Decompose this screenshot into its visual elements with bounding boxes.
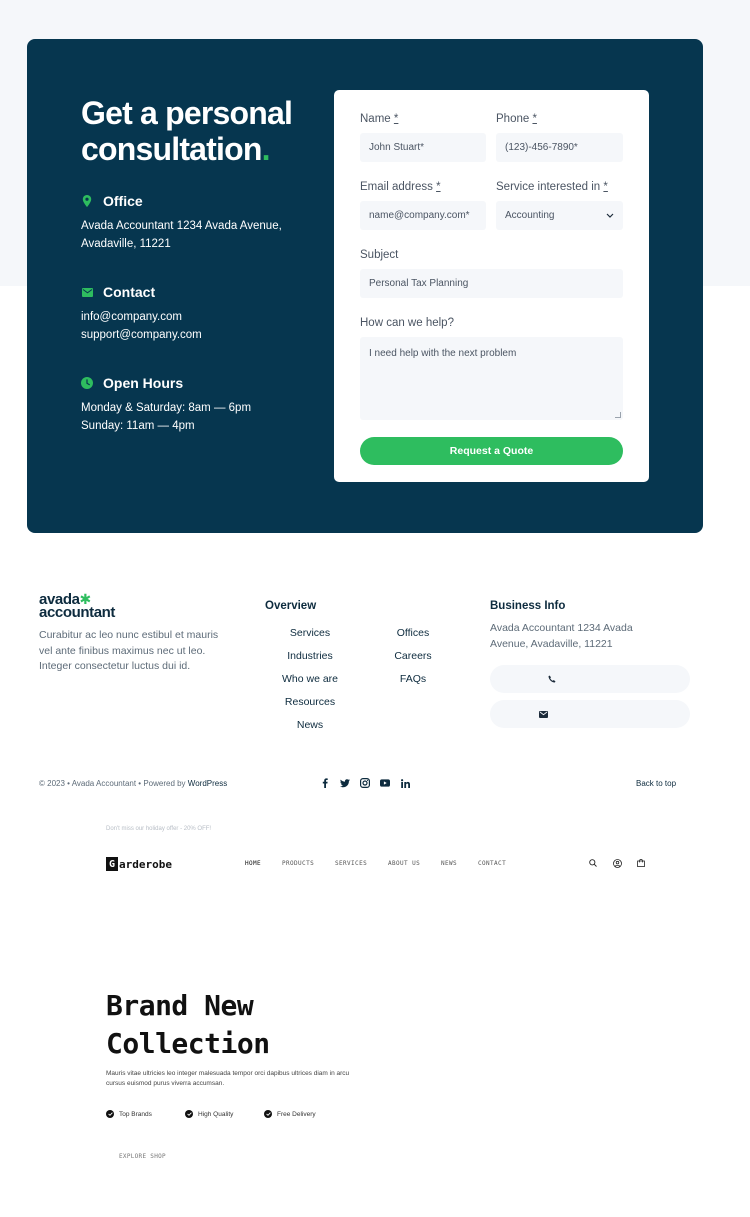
help-text: I need help with the next problem <box>369 348 517 359</box>
help-textarea[interactable] <box>360 337 623 420</box>
explore-shop-button[interactable]: EXPLORE SHOP <box>119 1153 166 1160</box>
request-quote-button[interactable]: Request a Quote <box>360 437 623 465</box>
footer-link-services[interactable]: Services <box>289 627 331 639</box>
phone-field[interactable]: (123)-456-7890* <box>496 133 623 162</box>
nav-news[interactable]: NEWS <box>441 860 458 867</box>
footer-link-news[interactable]: News <box>296 719 324 731</box>
email-field[interactable]: name@company.com* <box>360 201 486 230</box>
avada-logo[interactable]: avada✱ accountant <box>39 591 116 621</box>
hours-line: Monday & Saturday: 8am — 6pm <box>81 402 252 414</box>
phone-pill-button[interactable] <box>490 665 690 693</box>
wordpress-link[interactable]: WordPress <box>187 779 228 788</box>
garderobe-logo[interactable]: G arderobe <box>106 857 172 871</box>
hours-label: Open Hours <box>103 375 184 391</box>
social-links <box>320 777 410 789</box>
user-icon[interactable] <box>612 858 622 868</box>
bag-icon[interactable] <box>636 858 646 868</box>
business-info-title: Business Info <box>490 600 566 612</box>
contact-email[interactable]: support@company.com <box>81 328 202 341</box>
hours-info <box>81 375 251 435</box>
feature-top-brands: Top Brands <box>106 1110 152 1118</box>
back-to-top-link[interactable]: Back to top <box>636 779 677 788</box>
nav-about-us[interactable]: ABOUT US <box>388 860 421 867</box>
phone-icon <box>548 670 556 688</box>
phone-label: Phone * <box>496 113 537 125</box>
footer-description: Curabitur ac leo nunc estibul et mauris vel ante finibus maximus nec ut leo. Integer consectetur luctus dui id. <box>39 629 219 672</box>
nav-products[interactable]: PRODUCTS <box>282 860 315 867</box>
service-select[interactable] <box>496 201 623 230</box>
contact-label: Contact <box>103 284 156 300</box>
subject-field[interactable]: Personal Tax Planning <box>360 269 623 298</box>
youtube-icon[interactable] <box>380 777 390 789</box>
footer-link-who-we-are[interactable]: Who we are <box>281 673 339 685</box>
footer-link-industries[interactable]: Industries <box>287 650 333 662</box>
twitter-icon[interactable] <box>340 777 350 789</box>
location-pin-icon <box>81 195 93 207</box>
instagram-icon[interactable] <box>360 777 370 789</box>
check-icon <box>185 1110 193 1118</box>
nav-services[interactable]: SERVICES <box>335 860 368 867</box>
mail-icon <box>81 286 93 298</box>
contact-info <box>81 284 202 344</box>
hero-title: Brand New Collection <box>106 989 270 1060</box>
check-icon <box>264 1110 272 1118</box>
email-label: Email address * <box>360 181 441 193</box>
business-address: Avada Accountant 1234 Avada Avenue, Avadaville, 11221 <box>490 622 633 650</box>
quote-form <box>334 90 649 482</box>
footer-link-offices[interactable]: Offices <box>396 627 430 639</box>
feature-high-quality: High Quality <box>185 1110 233 1118</box>
facebook-icon[interactable] <box>320 777 330 789</box>
footer-link-careers[interactable]: Careers <box>394 650 432 662</box>
footer-link-faqs[interactable]: FAQs <box>399 673 427 685</box>
hours-line: Sunday: 11am — 4pm <box>81 419 195 432</box>
service-selected-value: Accounting <box>505 210 555 221</box>
office-line: Avadaville, 11221 <box>81 237 171 250</box>
consultation-title: Get a personal consultation. <box>81 95 293 167</box>
footer-link-resources[interactable]: Resources <box>284 696 336 708</box>
subject-label: Subject <box>360 249 399 261</box>
linkedin-icon[interactable] <box>400 777 410 789</box>
name-label: Name * <box>360 113 399 125</box>
feature-free-delivery: Free Delivery <box>264 1110 316 1118</box>
chevron-down-icon <box>606 210 614 221</box>
office-line: Avada Accountant 1234 Avada Avenue, <box>81 220 282 232</box>
nav-home[interactable]: HOME <box>245 860 262 867</box>
name-field[interactable]: John Stuart* <box>360 133 486 162</box>
promo-banner-text: Don't miss our holiday offer - 20% OFF! <box>106 826 212 832</box>
check-icon <box>106 1110 114 1118</box>
overview-title: Overview <box>265 600 317 612</box>
help-label: How can we help? <box>360 317 454 329</box>
office-label: Office <box>103 193 143 209</box>
clock-icon <box>81 377 93 389</box>
copyright: © 2023 • Avada Accountant • Powered by WordPress <box>39 779 228 788</box>
mail-icon <box>539 705 548 723</box>
nav-contact[interactable]: CONTACT <box>478 860 507 867</box>
service-label: Service interested in * <box>496 181 608 193</box>
resize-handle[interactable] <box>615 412 621 418</box>
search-icon[interactable] <box>588 858 598 868</box>
hero-description: Mauris vitae ultricies leo integer malesuada tempor orci dapibus ultrices diam in arcu cursus euismod purus viverra accumsan. <box>106 1070 350 1087</box>
office-info <box>81 193 282 253</box>
email-pill-button[interactable] <box>490 700 690 728</box>
contact-email[interactable]: info@company.com <box>81 311 182 323</box>
